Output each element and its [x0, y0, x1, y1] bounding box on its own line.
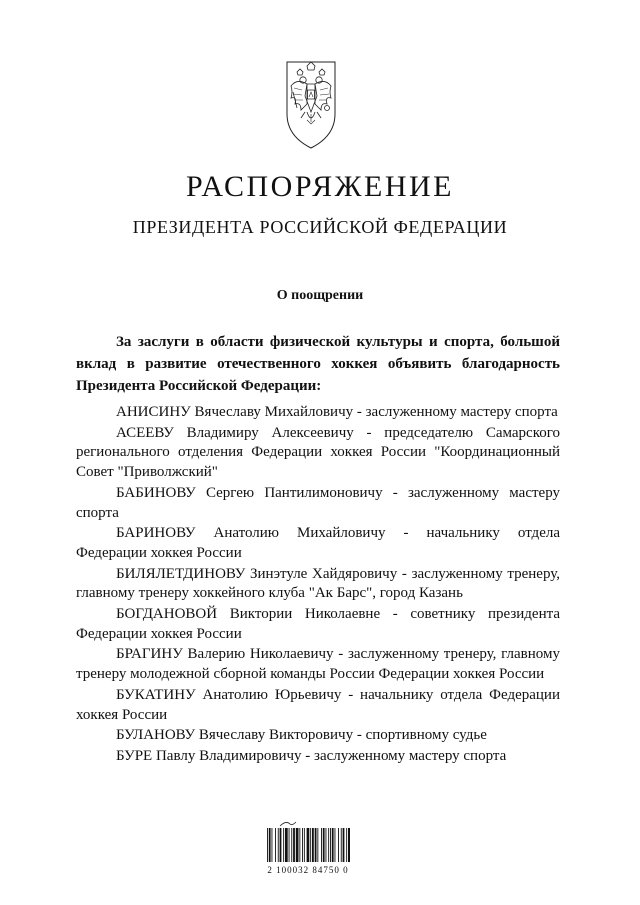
barcode-bar — [293, 828, 295, 862]
awardee-entry: БИЛЯЛЕТДИНОВУ Зинэтуле Хайдяровичу - заслуженному тренеру, главному тренеру хоккейного клуба "Ак Барс", город Казань — [76, 565, 560, 602]
barcode-bar — [330, 828, 331, 862]
barcode-bar — [296, 828, 299, 862]
document-subtitle: ПРЕЗИДЕНТА РОССИЙСКОЙ ФЕДЕРАЦИИ — [132, 217, 508, 237]
awardee-entry: БРАГИНУ Валерию Николаевичу - заслуженному тренеру, главному тренеру молодежной сборной команды России Федерации хоккея России — [76, 646, 560, 683]
barcode-bar — [341, 828, 342, 862]
barcode-bar — [278, 828, 279, 862]
barcode-bar — [323, 828, 325, 862]
barcode-bar — [310, 828, 311, 862]
barcode-bar — [332, 828, 334, 862]
barcode-bar — [335, 828, 336, 862]
barcode-mark-icon — [278, 820, 298, 828]
barcode-bar — [312, 828, 314, 862]
document-title: РАСПОРЯЖЕНИЕ — [185, 170, 455, 203]
awardee-entry: АНИСИНУ Вячеславу Михайловичу - заслуженному мастеру спорта — [116, 404, 558, 420]
barcode-bar — [304, 828, 305, 862]
barcode-bar — [269, 828, 271, 862]
barcode-bar — [289, 828, 290, 862]
barcode-number: 2 100032 84750 0 — [267, 865, 349, 875]
awardee-entry: БУЛАНОВУ Вячеславу Викторовичу - спортивному судье — [116, 727, 487, 744]
awardee-list — [76, 403, 560, 768]
preamble-paragraph: За заслуги в области физической культуры и спорта, большой вклад в развитие отечественного хоккея объявить благодарность Президента Российской Федерации: — [76, 334, 560, 394]
awardee-entry: БОГДАНОВОЙ Виктории Николаевне - советнику президента Федерации хоккея России — [76, 606, 560, 642]
awardee-entry: БАБИНОВУ Сергею Пантилимоновичу - заслуженному мастеру спорта — [76, 484, 560, 521]
document-subject: О поощрении — [276, 288, 364, 303]
barcode — [266, 820, 350, 878]
barcode-bar — [291, 828, 292, 862]
awardee-entry: АСЕЕВУ Владимиру Алексеевичу - председателю Самарского регионального отделения Федерации хоккея России "Координационный Совет "Приволжский" — [76, 424, 560, 481]
barcode-bar — [338, 828, 339, 862]
barcode-bar — [343, 828, 345, 862]
barcode-bar — [307, 828, 310, 862]
barcode-bar — [280, 828, 282, 862]
awardee-entry: БУРЕ Павлу Владимировичу - заслуженному мастеру спорта — [116, 747, 507, 764]
awardee-entry: БУКАТИНУ Анатолию Юрьевичу - начальнику отдела Федерации хоккея России — [76, 686, 560, 723]
barcode-bar — [328, 828, 329, 862]
barcode-bar — [285, 828, 288, 862]
barcode-bar — [317, 828, 318, 862]
barcode-bar — [302, 828, 303, 862]
barcode-bar — [315, 828, 317, 862]
barcode-bar — [299, 828, 300, 862]
barcode-bar — [275, 828, 276, 862]
barcode-bar — [272, 828, 273, 862]
barcode-bar — [346, 828, 347, 862]
barcode-bar — [326, 828, 327, 862]
barcode-bar — [283, 828, 284, 862]
awardee-entry: БАРИНОВУ Анатолию Михайловичу - начальнику отдела Федерации хоккея России — [76, 525, 560, 561]
barcode-bars — [266, 828, 350, 866]
barcode-bar — [267, 828, 268, 862]
barcode-bar — [321, 828, 322, 862]
barcode-bar — [348, 828, 350, 862]
state-emblem-icon — [283, 52, 339, 150]
